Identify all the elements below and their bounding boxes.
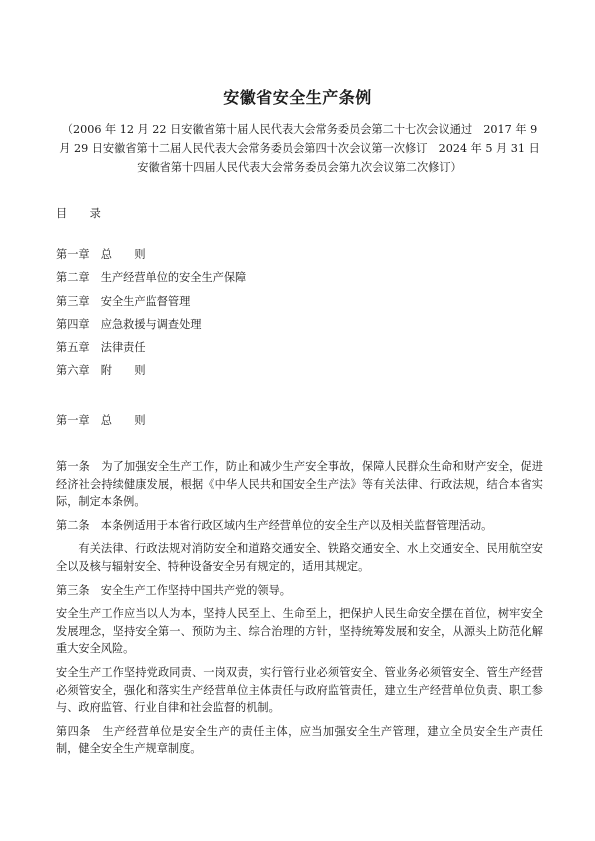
article-3-paragraph: 安全生产工作坚持党政同责、一岗双责，实行管行业必须管安全、管业务必须管安全、管生产经营必须管安全，强化和落实生产经营单位主体责任与政府监管责任，建立生产经营单位负责、职工参与、政府监管、行业自律和社会监督的机制。 bbox=[56, 665, 543, 715]
article-3-paragraph: 安全生产工作应当以人为本，坚持人民至上、生命至上，把保护人民生命安全摆在首位，树牢安全发展理念，坚持安全第一、预防为主、综合治理的方针，坚持统筹发展和安全，从源头上防范化解重大安全风险。 bbox=[56, 607, 543, 656]
article-4: 第四条 生产经营单位是安全生产的责任主体，应当加强安全生产管理，建立全员安全生产责任制，健全安全生产规章制度。 bbox=[56, 724, 543, 756]
toc-item: 第一章 总 则 bbox=[56, 248, 146, 261]
document-title: 安徽省安全生产条例 bbox=[223, 88, 372, 107]
article-2-paragraph: 有关法律、行政法规对消防安全和道路交通安全、铁路交通安全、水上交通安全、民用航空安全以及核与辐射安全、特种设备安全另有规定的，适用其规定。 bbox=[56, 542, 543, 573]
article-1: 第一条 为了加强安全生产工作，防止和减少生产安全事故，保障人民群众生命和财产安全，促进经济社会持续健康发展，根据《中华人民共和国安全生产法》等有关法律、行政法规，结合本省实际，制定本条例。 bbox=[56, 460, 543, 509]
article-3: 第三条 安全生产工作坚持中国共产党的领导。 bbox=[56, 583, 291, 597]
document-subtitle: （2006 年 12 月 22 日安徽省第十届人民代表大会常务委员会第二十七次会议通过 2017 年 9 月 29 日安徽省第十二届人民代表大会常务委员会第四十次会议第一次修订 2024 年 5 月 31 日安徽省第十四届人民代表大会常务委员会第九次会议第二次修订） bbox=[59, 123, 540, 174]
toc-item: 第四章 应急救援与调查处理 bbox=[56, 317, 202, 331]
toc-item: 第二章 生产经营单位的安全生产保障 bbox=[56, 271, 247, 285]
toc-item: 第三章 安全生产监督管理 bbox=[56, 294, 191, 308]
toc-item: 第六章 附 则 bbox=[56, 364, 146, 378]
chapter-heading: 第一章 总 则 bbox=[56, 414, 146, 427]
body-text bbox=[56, 458, 543, 764]
toc-heading: 目 录 bbox=[56, 207, 101, 220]
article-2: 第二条 本条例适用于本省行政区域内生产经营单位的安全生产以及相关监督管理活动。 bbox=[56, 518, 493, 532]
toc-item: 第五章 法律责任 bbox=[56, 341, 146, 355]
table-of-contents bbox=[56, 248, 536, 388]
